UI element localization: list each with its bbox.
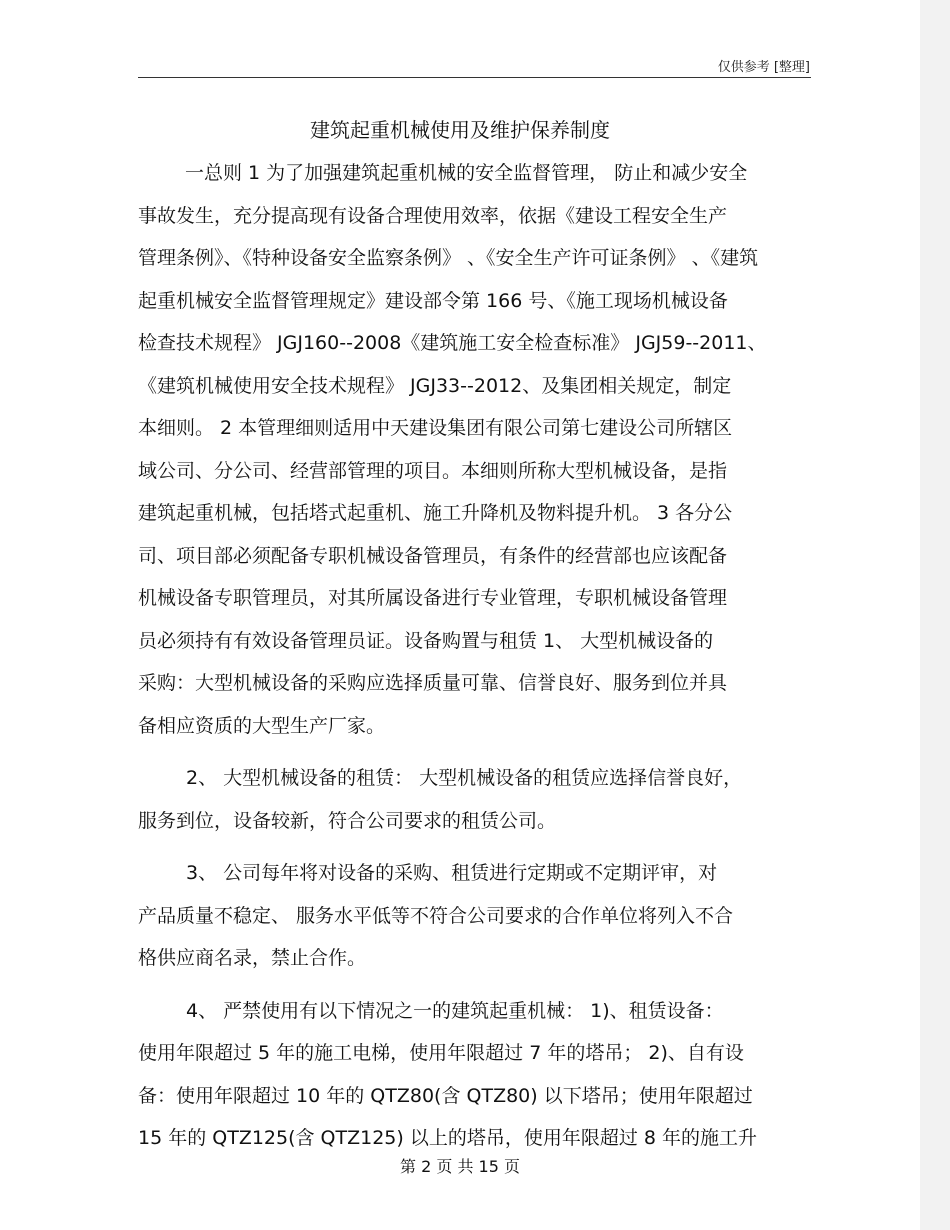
paragraph-line: 司、项目部必须配备专职机械设备管理员，有条件的经营部也应该配备 — [138, 544, 728, 567]
paragraph-line: 采购：大型机械设备的采购应选择质量可靠、信誉良好、服务到位并具 — [138, 672, 728, 694]
paragraph-line: 《建筑机械使用安全技术规程》 JGJ33--2012、及集团相关规定，制定 — [138, 374, 732, 397]
paragraph-line: 4、 严禁使用有以下情况之一的建筑起重机械： 1)、租赁设备： — [186, 999, 724, 1022]
paragraph-line: 域公司、分公司、经营部管理的项目。本细则所称大型机械设备，是指 — [138, 459, 728, 482]
paragraph-gap — [138, 844, 811, 854]
paragraph-line: 格供应商名录，禁止合作。 — [138, 947, 367, 969]
paragraph-gap — [138, 982, 811, 992]
paragraph-line: 3、 公司每年将对设备的采购、租赁进行定期或不定期评审，对 — [186, 862, 718, 884]
paragraph-line: 2、 大型机械设备的租赁： 大型机械设备的租赁应选择信誉良好， — [186, 767, 743, 789]
paragraph-line: 事故发生，充分提高现有设备合理使用效率，依据《建设工程安全生产 — [138, 204, 728, 227]
paragraph-line: 员必须持有有效设备管理员证。设备购置与租赁 1、 大型机械设备的 — [138, 629, 714, 652]
paragraph-line: 起重机械安全监督管理规定》建设部令第 166 号、《施工现场机械设备 — [138, 289, 728, 312]
paragraph-line: 一总则 1 为了加强建筑起重机械的安全监督管理， 防止和减少安全 — [185, 162, 748, 184]
paragraph-line: 产品质量不稳定、 服务水平低等不符合公司要求的合作单位将列入不合 — [138, 904, 734, 927]
page-number: 第 2 页 共 15 页 — [400, 1157, 520, 1176]
header-note: 仅供参考 [整理] — [717, 60, 810, 75]
paragraph-line: 使用年限超过 5 年的施工电梯，使用年限超过 7 年的塔吊； 2)、自有设 — [138, 1042, 744, 1064]
paragraph-line: 检查技术规程》 JGJ160--2008《建筑施工安全检查标准》 JGJ59--2011、 — [138, 332, 767, 354]
paragraph-line: 管理条例》、《特种设备安全监察条例》 、《安全生产许可证条例》 、《建筑 — [138, 247, 759, 269]
document-title: 建筑起重机械使用及维护保养制度 — [310, 118, 610, 142]
document-body — [138, 154, 811, 1162]
paragraph-line: 备相应资质的大型生产厂家。 — [138, 714, 386, 737]
paragraph-line: 机械设备专职管理员，对其所属设备进行专业管理，专职机械设备管理 — [138, 587, 728, 609]
header-divider — [138, 77, 811, 78]
paragraph-line: 备：使用年限超过 10 年的 QTZ80(含 QTZ80) 以下塔吊；使用年限超过 — [138, 1084, 753, 1107]
paragraph-line: 本细则。 2 本管理细则适用中天建设集团有限公司第七建设公司所辖区 — [138, 417, 733, 439]
paragraph-line: 建筑起重机械，包括塔式起重机、施工升降机及物料提升机。 3 各分公 — [138, 502, 733, 524]
paragraph-line: 15 年的 QTZ125(含 QTZ125) 以上的塔吊，使用年限超过 8 年的施工升 — [138, 1127, 758, 1149]
paragraph-gap — [138, 749, 811, 759]
paragraph-line: 服务到位，设备较新，符合公司要求的租赁公司。 — [138, 809, 557, 832]
